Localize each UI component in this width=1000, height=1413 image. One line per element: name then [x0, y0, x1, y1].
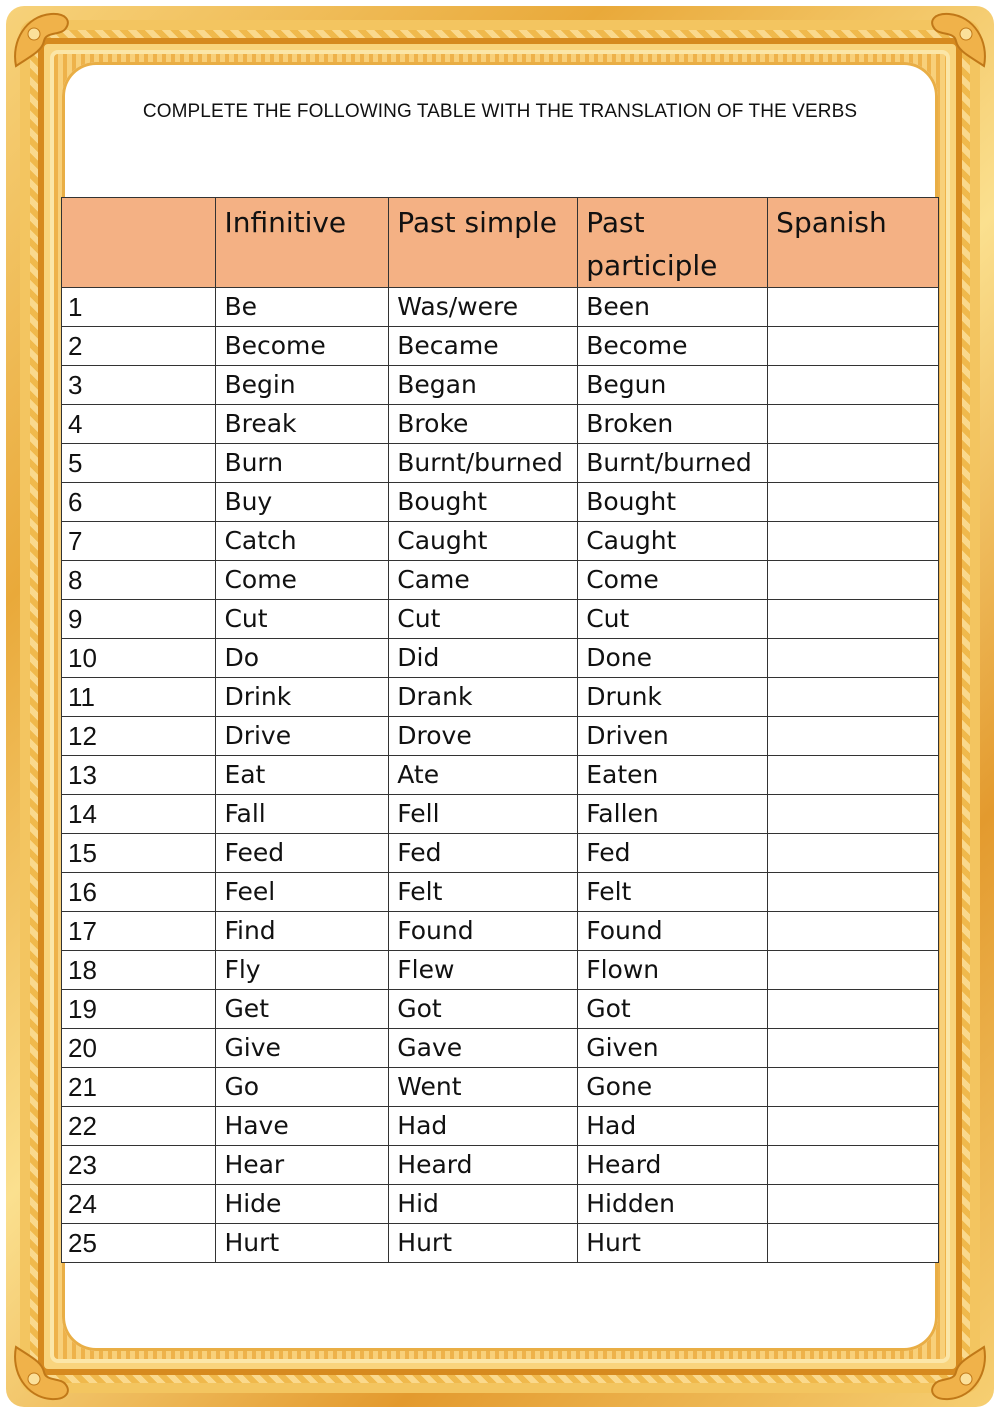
past-participle-cell: Eaten: [578, 756, 768, 795]
past-simple-cell: Came: [389, 561, 578, 600]
past-simple-cell: Caught: [389, 522, 578, 561]
spanish-answer-cell[interactable]: [768, 366, 939, 405]
past-simple-cell: Fed: [389, 834, 578, 873]
row-number: 10: [62, 639, 216, 678]
past-simple-cell: Flew: [389, 951, 578, 990]
spanish-answer-cell[interactable]: [768, 561, 939, 600]
header-past-participle: Past participle: [578, 198, 768, 288]
row-number: 2: [62, 327, 216, 366]
infinitive-cell: Come: [216, 561, 389, 600]
spanish-answer-cell[interactable]: [768, 990, 939, 1029]
corner-ornament-icon: [924, 1337, 994, 1407]
past-participle-cell: Burnt/burned: [578, 444, 768, 483]
infinitive-cell: Find: [216, 912, 389, 951]
past-simple-cell: Had: [389, 1107, 578, 1146]
table-row: [62, 873, 939, 912]
row-number: 13: [62, 756, 216, 795]
spanish-answer-cell[interactable]: [768, 951, 939, 990]
past-simple-cell: Broke: [389, 405, 578, 444]
table-row: [62, 444, 939, 483]
table-row: [62, 912, 939, 951]
header-past-simple: Past simple: [389, 198, 578, 288]
corner-ornament-icon: [924, 6, 994, 76]
row-number: 21: [62, 1068, 216, 1107]
infinitive-cell: Feed: [216, 834, 389, 873]
row-number: 22: [62, 1107, 216, 1146]
row-number: 4: [62, 405, 216, 444]
past-participle-cell: Become: [578, 327, 768, 366]
table-row: [62, 756, 939, 795]
past-participle-cell: Come: [578, 561, 768, 600]
infinitive-cell: Begin: [216, 366, 389, 405]
row-number: 14: [62, 795, 216, 834]
infinitive-cell: Hurt: [216, 1224, 389, 1263]
row-number: 17: [62, 912, 216, 951]
table-row: [62, 834, 939, 873]
infinitive-cell: Do: [216, 639, 389, 678]
past-participle-cell: Flown: [578, 951, 768, 990]
corner-ornament-icon: [6, 6, 76, 76]
infinitive-cell: Cut: [216, 600, 389, 639]
infinitive-cell: Go: [216, 1068, 389, 1107]
past-simple-cell: Got: [389, 990, 578, 1029]
infinitive-cell: Eat: [216, 756, 389, 795]
spanish-answer-cell[interactable]: [768, 834, 939, 873]
past-simple-cell: Hurt: [389, 1224, 578, 1263]
infinitive-cell: Hide: [216, 1185, 389, 1224]
past-simple-cell: Drank: [389, 678, 578, 717]
infinitive-cell: Buy: [216, 483, 389, 522]
past-participle-cell: Broken: [578, 405, 768, 444]
past-participle-cell: Had: [578, 1107, 768, 1146]
table-row: [62, 288, 939, 327]
past-participle-cell: Bought: [578, 483, 768, 522]
past-simple-cell: Drove: [389, 717, 578, 756]
infinitive-cell: Get: [216, 990, 389, 1029]
row-number: 15: [62, 834, 216, 873]
past-participle-cell: Begun: [578, 366, 768, 405]
spanish-answer-cell[interactable]: [768, 1224, 939, 1263]
table-row: [62, 483, 939, 522]
table-row: [62, 1224, 939, 1263]
table-row: [62, 1146, 939, 1185]
table-row: [62, 1029, 939, 1068]
infinitive-cell: Have: [216, 1107, 389, 1146]
infinitive-cell: Be: [216, 288, 389, 327]
spanish-answer-cell[interactable]: [768, 717, 939, 756]
irregular-verbs-table: [61, 197, 939, 1263]
table-row: [62, 795, 939, 834]
row-number: 5: [62, 444, 216, 483]
row-number: 18: [62, 951, 216, 990]
past-simple-cell: Heard: [389, 1146, 578, 1185]
worksheet-title: COMPLETE THE FOLLOWING TABLE WITH THE TRANSLATION OF THE VERBS: [142, 101, 858, 122]
infinitive-cell: Drive: [216, 717, 389, 756]
spanish-answer-cell[interactable]: [768, 1068, 939, 1107]
past-participle-cell: Fed: [578, 834, 768, 873]
past-simple-cell: Gave: [389, 1029, 578, 1068]
spanish-answer-cell[interactable]: [768, 678, 939, 717]
spanish-answer-cell[interactable]: [768, 873, 939, 912]
row-number: 16: [62, 873, 216, 912]
past-participle-cell: Hidden: [578, 1185, 768, 1224]
table-row: [62, 678, 939, 717]
row-number: 23: [62, 1146, 216, 1185]
past-simple-cell: Was/were: [389, 288, 578, 327]
past-simple-cell: Did: [389, 639, 578, 678]
past-simple-cell: Burnt/burned: [389, 444, 578, 483]
past-simple-cell: Ate: [389, 756, 578, 795]
row-number: 9: [62, 600, 216, 639]
infinitive-cell: Drink: [216, 678, 389, 717]
table-row: [62, 522, 939, 561]
spanish-answer-cell[interactable]: [768, 795, 939, 834]
row-number: 12: [62, 717, 216, 756]
past-simple-cell: Felt: [389, 873, 578, 912]
spanish-answer-cell[interactable]: [768, 1029, 939, 1068]
table-row: [62, 561, 939, 600]
row-number: 6: [62, 483, 216, 522]
past-simple-cell: Went: [389, 1068, 578, 1107]
past-simple-cell: Hid: [389, 1185, 578, 1224]
past-participle-cell: Felt: [578, 873, 768, 912]
row-number: 7: [62, 522, 216, 561]
past-simple-cell: Bought: [389, 483, 578, 522]
table-header-row: [62, 198, 939, 288]
spanish-answer-cell[interactable]: [768, 444, 939, 483]
table-row: [62, 951, 939, 990]
table-row: [62, 1185, 939, 1224]
row-number: 11: [62, 678, 216, 717]
infinitive-cell: Burn: [216, 444, 389, 483]
table-row: [62, 405, 939, 444]
header-number: [62, 198, 216, 288]
past-participle-cell: Fallen: [578, 795, 768, 834]
spanish-answer-cell[interactable]: [768, 1146, 939, 1185]
table-row: [62, 366, 939, 405]
table-row: [62, 639, 939, 678]
past-participle-cell: Given: [578, 1029, 768, 1068]
header-spanish: Spanish: [768, 198, 939, 288]
row-number: 8: [62, 561, 216, 600]
infinitive-cell: Become: [216, 327, 389, 366]
past-participle-cell: Done: [578, 639, 768, 678]
past-participle-cell: Drunk: [578, 678, 768, 717]
row-number: 1: [62, 288, 216, 327]
spanish-answer-cell[interactable]: [768, 639, 939, 678]
infinitive-cell: Break: [216, 405, 389, 444]
spanish-answer-cell[interactable]: [768, 288, 939, 327]
infinitive-cell: Feel: [216, 873, 389, 912]
past-participle-cell: Heard: [578, 1146, 768, 1185]
spanish-answer-cell[interactable]: [768, 327, 939, 366]
past-simple-cell: Became: [389, 327, 578, 366]
infinitive-cell: Fall: [216, 795, 389, 834]
past-simple-cell: Began: [389, 366, 578, 405]
corner-ornament-icon: [6, 1337, 76, 1407]
header-infinitive: Infinitive: [216, 198, 389, 288]
past-participle-cell: Cut: [578, 600, 768, 639]
past-simple-cell: Fell: [389, 795, 578, 834]
spanish-answer-cell[interactable]: [768, 600, 939, 639]
infinitive-cell: Catch: [216, 522, 389, 561]
row-number: 24: [62, 1185, 216, 1224]
past-participle-cell: Found: [578, 912, 768, 951]
table-row: [62, 1107, 939, 1146]
spanish-answer-cell[interactable]: [768, 405, 939, 444]
infinitive-cell: Fly: [216, 951, 389, 990]
row-number: 19: [62, 990, 216, 1029]
table-row: [62, 327, 939, 366]
spanish-answer-cell[interactable]: [768, 912, 939, 951]
past-participle-cell: Got: [578, 990, 768, 1029]
row-number: 20: [62, 1029, 216, 1068]
past-participle-cell: Gone: [578, 1068, 768, 1107]
infinitive-cell: Give: [216, 1029, 389, 1068]
row-number: 25: [62, 1224, 216, 1263]
spanish-answer-cell[interactable]: [768, 522, 939, 561]
table-row: [62, 990, 939, 1029]
table-row: [62, 717, 939, 756]
table-row: [62, 600, 939, 639]
table-row: [62, 1068, 939, 1107]
past-simple-cell: Cut: [389, 600, 578, 639]
past-participle-cell: Driven: [578, 717, 768, 756]
row-number: 3: [62, 366, 216, 405]
past-participle-cell: Been: [578, 288, 768, 327]
spanish-answer-cell[interactable]: [768, 1185, 939, 1224]
spanish-answer-cell[interactable]: [768, 1107, 939, 1146]
infinitive-cell: Hear: [216, 1146, 389, 1185]
spanish-answer-cell[interactable]: [768, 483, 939, 522]
past-participle-cell: Hurt: [578, 1224, 768, 1263]
spanish-answer-cell[interactable]: [768, 756, 939, 795]
past-simple-cell: Found: [389, 912, 578, 951]
past-participle-cell: Caught: [578, 522, 768, 561]
